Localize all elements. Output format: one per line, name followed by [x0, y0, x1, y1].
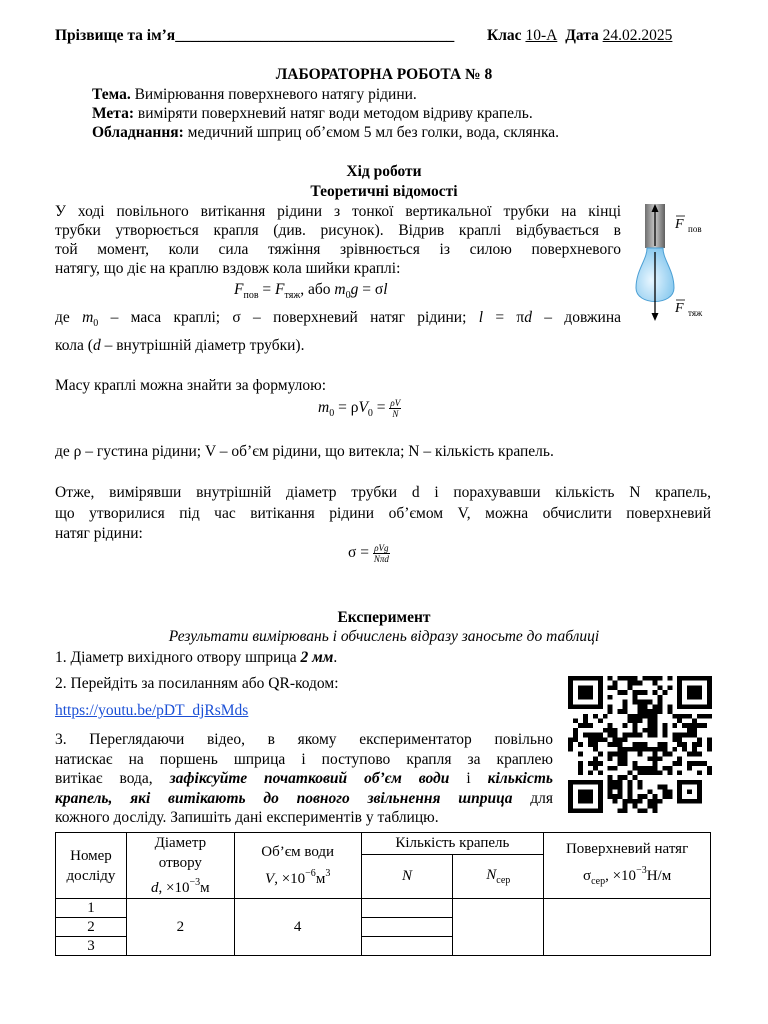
col4-text: Кількість крапель	[395, 835, 510, 851]
col-header-diameter: Діаметр отвору d, $\times 10^{-3}м$	[126, 833, 234, 899]
where-line-rho: де ρ – густина рідини; V – об’єм рідини, що витекла; N – кількість крапель.	[55, 443, 554, 460]
col3-text: Об’єм води	[261, 844, 335, 860]
step-1: 1. Діаметр вихідного отвору шприца 2 мм.	[55, 649, 338, 666]
so-line-1: Отже, вимірявши внутрішній діаметр трубки d і порахувавши кількість N крапель,	[55, 484, 711, 501]
n-cell-2[interactable]	[361, 918, 453, 937]
topic-label: Тема.	[92, 86, 131, 103]
formula-sigma: σ = $\frac{\text{ρVg}}{\text{Nπd}}$	[348, 543, 389, 564]
nser-sub: сер	[496, 875, 511, 886]
step1-value: 2 мм	[300, 649, 334, 666]
class-label: Клас	[487, 27, 522, 44]
theory-line-2: трубки утворюється крапля (див. рисунок). Відрив краплі відбувається в	[55, 222, 621, 239]
goal-text: виміряти поверхневий натяг води методом відриву крапель.	[134, 105, 533, 122]
youtube-link-wrap	[55, 702, 248, 720]
row-number-3: 3	[56, 937, 127, 956]
n-cell-1[interactable]	[361, 899, 453, 918]
force-top-sub: пов	[688, 224, 702, 234]
mass-intro: Масу краплі можна знайти за формулою:	[55, 377, 327, 394]
n-cell-3[interactable]	[361, 937, 453, 956]
lab-title: ЛАБОРАТОРНА РОБОТА № 8	[275, 66, 493, 83]
col5-text: Поверхневий натяг	[565, 841, 689, 857]
date-value: 24.02.2025	[602, 27, 673, 44]
experiment-note: Результати вимірювань і обчислень відразу заносьте до таблиці	[168, 628, 600, 645]
theory-heading: Теоретичні відомості	[310, 183, 458, 200]
goal-line	[92, 105, 533, 123]
theory-line-1: У ході повільного витікання рідини з тонкої вертикальної трубки на кінці	[55, 203, 621, 220]
col-header-drops	[361, 833, 544, 855]
col-header-nser: $N_{сер}$	[453, 855, 544, 899]
step-2: 2. Перейдіть за посиланням або QR-кодом:	[55, 675, 339, 692]
where1-a: де	[55, 309, 83, 326]
nser-cell[interactable]	[453, 899, 544, 956]
experiment-heading: Експеримент	[337, 609, 431, 626]
step1-text: 1. Діаметр вихідного отвору шприца	[55, 649, 301, 666]
where-line-2: кола (d – внутрішній діаметр трубки).	[55, 337, 305, 354]
results-table	[55, 832, 711, 956]
so-line-2: що утворилися під час витікання рідини об’ємом V, можна обчислити поверхневий	[55, 505, 711, 522]
topic-line	[92, 86, 417, 104]
where1-c: = π	[483, 309, 525, 326]
step3-line-2: натискає на поршень шприца і поступово крапля за краплею	[55, 751, 553, 768]
equipment-label: Обладнання:	[92, 124, 184, 141]
row-number-1: 1	[56, 899, 127, 918]
step3-4b: для	[512, 790, 553, 807]
step3-3b: зафіксуйте початковий об’єм води	[169, 770, 450, 787]
class-value: 10-А	[525, 27, 558, 44]
where1-b: – маса краплі; σ – поверхневий натяг рідини;	[98, 309, 479, 326]
col-header-number	[56, 833, 127, 899]
step3-4a: крапель, які витікають до повного звільнення шприца	[55, 790, 513, 807]
step3-line-4	[55, 790, 553, 808]
step3-3d: кількість	[487, 770, 554, 787]
step3-line-3	[55, 770, 553, 788]
where1-line2-b: – внутрішній діаметр трубки).	[100, 337, 305, 354]
youtube-link[interactable]: https://youtu.be/pDT_djRsMds	[55, 702, 249, 719]
step3-3c: і	[449, 770, 488, 787]
step3-line-1: 3. Переглядаючи відео, в якому експериментатор повільно	[55, 731, 553, 748]
formula1-mid: , або	[300, 281, 335, 298]
step3-3a: витікає вода,	[55, 770, 170, 787]
drop-figure	[628, 200, 708, 325]
theory-line-3: той момент, коли сила тяжіння зрівнюється із силою поверхневого	[55, 241, 621, 258]
so-line-3: натяг рідини:	[55, 525, 143, 542]
progress-heading: Хід роботи	[346, 163, 422, 180]
row-number-2: 2	[56, 918, 127, 937]
equipment-line	[92, 124, 559, 142]
force-bottom-sub: тяж	[688, 308, 703, 318]
arrow-down-head	[652, 313, 659, 321]
step3-line-5: кожного досліду. Запишіть дані експериментів у таблицю.	[55, 809, 439, 826]
diameter-value: 2	[126, 899, 234, 956]
fraction-rhoV-N: $\frac{\rho V}{N}$	[390, 398, 401, 419]
header-line	[55, 27, 454, 45]
formula-mass: $m_0 = \rho V_0$ = $\frac{\rho V}{N}$	[318, 398, 401, 420]
force-bottom-label: F	[675, 301, 684, 316]
class-date	[487, 27, 672, 45]
name-label: Прізвище та ім’я	[55, 27, 176, 44]
col-header-tension: Поверхневий натяг $\sigma_{сер}$, $\times 10^{-3}Н/м$	[544, 833, 711, 899]
force-top-label: F	[675, 217, 684, 232]
tension-cell[interactable]	[544, 899, 711, 956]
topic-text: Вимірювання поверхневого натягу рідини.	[130, 86, 417, 103]
col2-line1: Діаметр	[154, 835, 207, 851]
theory-line-4: натягу, що діє на краплю вздовж кола шийки краплі:	[55, 260, 401, 277]
fraction-sigma: $\frac{\text{ρVg}}{\text{Nπd}}$	[373, 543, 389, 564]
formula-force-balance: $F_{пов} = F_{тяж}$, або $m_0g = \sigma l$	[234, 281, 388, 301]
date-label: Дата	[565, 27, 599, 44]
col-header-n: N	[361, 855, 453, 899]
where1-line2-a: кола (	[55, 337, 93, 354]
goal-label: Мета:	[92, 105, 135, 122]
col-header-volume: Об’єм води V, $\times 10^{-6}м^3$	[234, 833, 361, 899]
col2-line2: отвору	[158, 855, 202, 871]
volume-value: 4	[234, 899, 361, 956]
name-blank: ____________________________________	[175, 27, 455, 44]
where1-d: – довжина	[531, 309, 621, 326]
col1-text: Номер дослідy	[66, 847, 116, 884]
equipment-text: медичний шприц об’ємом 5 мл без голки, вода, склянка.	[183, 124, 560, 141]
where-line-1: де $m_0$ – маса краплі; σ – поверхневий натяг рідини; l = πd – довжина	[55, 309, 621, 329]
qr-code-icon[interactable]	[568, 676, 712, 813]
